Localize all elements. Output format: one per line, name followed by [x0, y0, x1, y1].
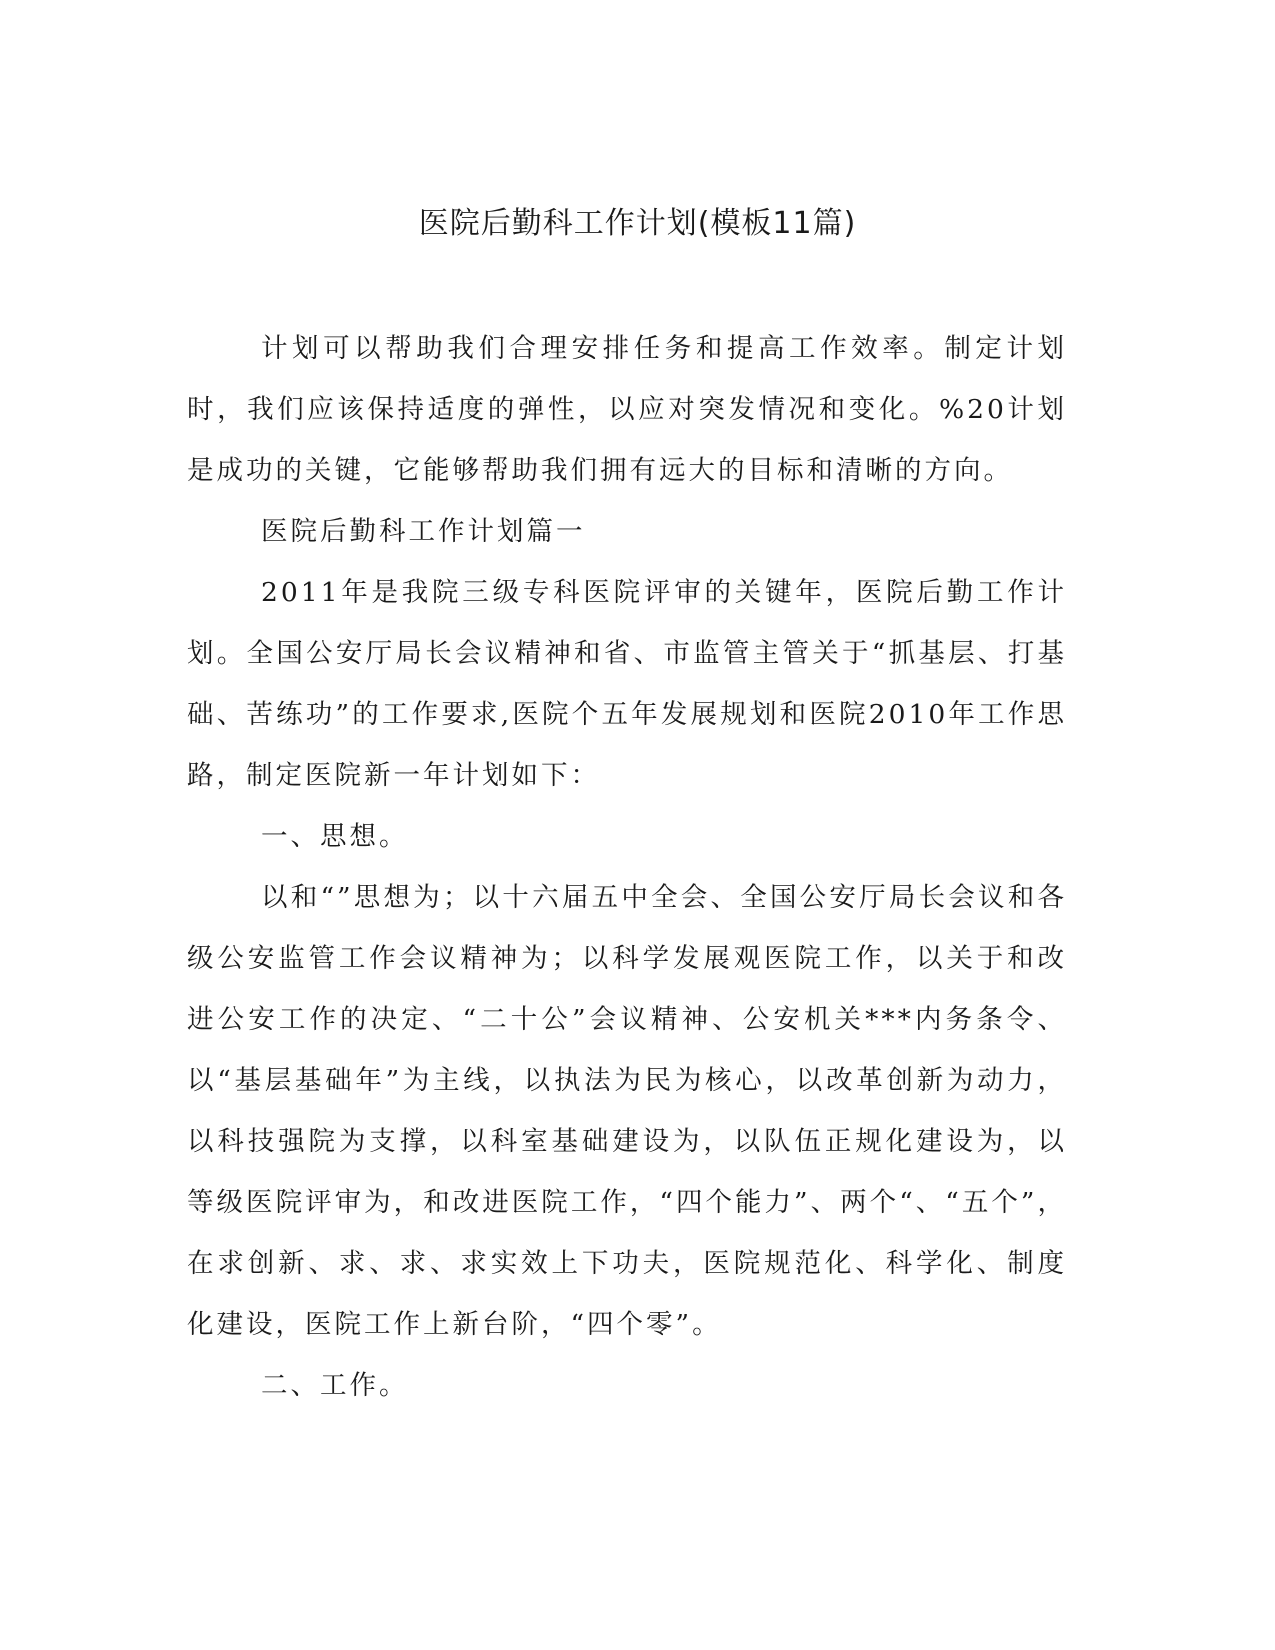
document-body: [187, 318, 1067, 1416]
section-heading-thought: 一、思想。: [261, 821, 409, 852]
section-heading-part-one: 医院后勤科工作计划篇一: [261, 516, 586, 547]
document-title: 医院后勤科工作计划(模板11篇): [418, 206, 857, 241]
section-heading-work: 二、工作。: [261, 1370, 409, 1401]
intro-paragraph: 计划可以帮助我们合理安排任务和提高工作效率。制定计划时，我们应该保持适度的弹性，以应对突发情况和变化。%20计划是成功的关键，它能够帮助我们拥有远大的目标和清晰的方向。: [187, 333, 1067, 486]
body-paragraph: 以和“”思想为；以十六届五中全会、全国公安厅局长会议和各级公安监管工作会议精神为；以科学发展观医院工作，以关于和改进公安工作的决定、“二十公”会议精神、公安机关***内务条令、以“基层基础年”为主线，以执法为民为核心，以改革创新为动力，以科技强院为支撑，以科室基础建设为，以队伍正规化建设为，以等级医院评审为，和改进医院工作，“四个能力”、两个“、“五个”，在求创新、求、求、求实效上下功夫，医院规范化、科学化、制度化建设，医院工作上新台阶，“四个零”。: [187, 882, 1067, 1340]
body-paragraph: 2011年是我院三级专科医院评审的关键年，医院后勤工作计划。全国公安厅局长会议精神和省、市监管主管关于“抓基层、打基础、苦练功”的工作要求,医院个五年发展规划和医院2010年工作思路，制定医院新一年计划如下：: [187, 577, 1067, 791]
